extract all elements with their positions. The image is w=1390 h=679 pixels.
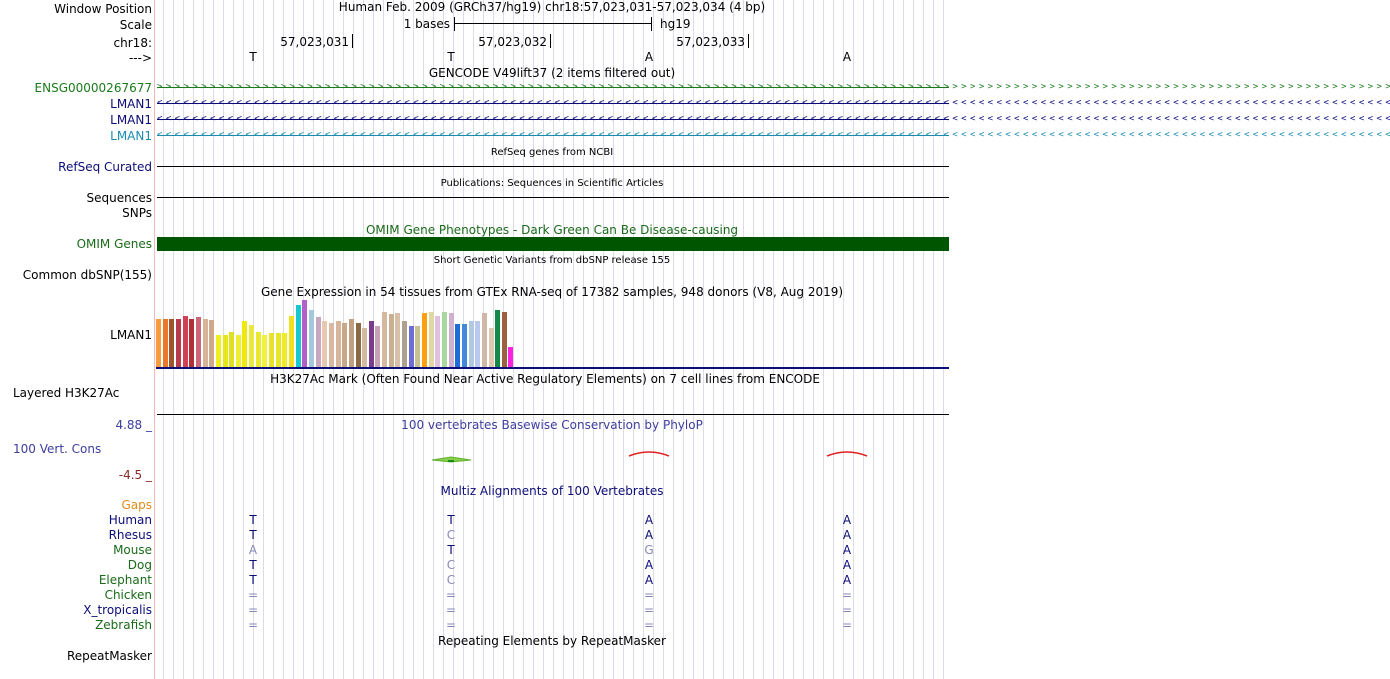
gtex-tissue-bar[interactable] — [336, 321, 341, 367]
gtex-track-baseline — [156, 367, 949, 369]
species-label[interactable]: Dog — [127, 558, 152, 572]
gtex-tissue-bar[interactable] — [389, 314, 394, 367]
gtex-tissue-bar[interactable] — [176, 319, 181, 367]
species-label[interactable]: Chicken — [104, 588, 152, 602]
species-base: T — [249, 513, 257, 527]
gtex-tissue-bar[interactable] — [349, 319, 354, 367]
species-base: G — [644, 543, 654, 557]
phylop-min-label: -4.5 _ — [118, 468, 152, 482]
phylop-max-label: 4.88 _ — [115, 418, 152, 432]
species-base: A — [644, 513, 654, 527]
gtex-tissue-bar[interactable] — [462, 324, 467, 367]
scale-bar-left-tick — [454, 17, 455, 31]
omim-track-label[interactable]: OMIM Genes — [76, 237, 152, 251]
gencode-item-label[interactable]: ENSG00000267677 — [34, 81, 152, 95]
gtex-tissue-bar[interactable] — [409, 326, 414, 367]
gtex-tissue-bar[interactable] — [415, 326, 420, 367]
window-position-label: Window Position — [54, 2, 152, 16]
gtex-tissue-bar[interactable] — [203, 319, 208, 367]
gtex-tissue-bar[interactable] — [342, 323, 347, 367]
scale-bar-right-tick — [651, 17, 652, 31]
reference-base: T — [447, 50, 455, 64]
h3k27ac-track-title[interactable]: H3K27Ac Mark (Often Found Near Active Regulatory Elements) on 7 cell lines from ENCODE — [270, 372, 820, 386]
gtex-tissue-bar[interactable] — [242, 321, 247, 367]
ruler-tick — [748, 34, 749, 48]
gtex-tissue-bar[interactable] — [223, 335, 228, 367]
gtex-tissue-bar[interactable] — [402, 321, 407, 367]
dbsnp-track-title[interactable]: Short Genetic Variants from dbSNP release 155 — [433, 255, 671, 266]
ruler-tick — [550, 34, 551, 48]
gtex-tissue-bar[interactable] — [442, 312, 447, 367]
species-base: C — [446, 558, 456, 572]
multiz-track-title[interactable]: Multiz Alignments of 100 Vertebrates — [440, 484, 664, 498]
gtex-tissue-bar[interactable] — [489, 328, 494, 367]
species-base: = — [643, 603, 655, 617]
gencode-item-label[interactable]: LMAN1 — [110, 129, 152, 143]
gtex-tissue-bar[interactable] — [269, 333, 274, 367]
scale-bar — [454, 23, 652, 24]
gaps-track-label[interactable]: Gaps — [121, 498, 152, 512]
gtex-tissue-bar[interactable] — [322, 321, 327, 367]
species-base: A — [644, 558, 654, 572]
gtex-tissue-bar[interactable] — [189, 319, 194, 367]
gtex-tissue-bar[interactable] — [196, 317, 201, 367]
species-base: = — [643, 588, 655, 602]
gtex-tissue-bar[interactable] — [508, 347, 513, 367]
ruler-position-label: 57,023,031 — [280, 35, 349, 49]
h3k27ac-track-label[interactable]: Layered H3K27Ac — [13, 386, 120, 400]
strand-label: ---> — [128, 51, 152, 65]
species-base: A — [248, 543, 258, 557]
strand-arrows: > > > > > > > > > > > > > > > > > > > > > > > > > > > > > > > > > > > > > > > > > > > > > > > > > > > > > > > > > > > > > > > > > > > > > > > > > > > > > > > > > > > > > > > > > > > > > > > > > > > > > > > > > > > > > > > > > > > > > > > > > > > > > > > > > > > > > > > > > > > > — [157, 82, 1390, 92]
species-label[interactable]: Elephant — [98, 573, 152, 587]
gtex-tissue-bar[interactable] — [296, 305, 301, 367]
gencode-item-label[interactable]: LMAN1 — [110, 113, 152, 127]
gtex-tissue-bar[interactable] — [449, 313, 454, 367]
gtex-tissue-bar[interactable] — [502, 312, 507, 367]
gtex-tissue-bar[interactable] — [262, 335, 267, 367]
species-base: A — [842, 558, 852, 572]
species-base: T — [249, 573, 257, 587]
gtex-tissue-bar[interactable] — [183, 316, 188, 367]
gtex-tissue-bar[interactable] — [249, 325, 254, 367]
species-base: A — [842, 513, 852, 527]
gtex-track-title[interactable]: Gene Expression in 54 tissues from GTEx RNA-seq of 17382 samples, 948 donors (V8, Aug 2019) — [260, 285, 844, 299]
gtex-tissue-bar[interactable] — [229, 332, 234, 367]
reference-base: A — [842, 50, 852, 64]
species-base: T — [249, 558, 257, 572]
species-base: A — [842, 543, 852, 557]
scale-label: Scale — [119, 18, 152, 32]
gtex-tissue-bar[interactable] — [302, 300, 307, 367]
strand-arrows: < < < < < < < < < < < < < < < < < < < < < < < < < < < < < < < < < < < < < < < < < < < < < < < < < < < < < < < < < < < < < < < < < < < < < < < < < < < < < < < < < < < < < < < < < < < < < < < < < < < < < < < < < < < < < < < < < < < < < < < < < < < < < < < < < < < < < < < < < < < < — [157, 98, 1390, 108]
gtex-tissue-bar[interactable] — [495, 310, 500, 367]
scale-db-label: hg19 — [660, 17, 691, 31]
chromosome-label: chr18: — [113, 36, 152, 50]
gtex-tissue-bar[interactable] — [216, 335, 221, 367]
gtex-tissue-bar[interactable] — [256, 332, 261, 367]
ruler-position-label: 57,023,032 — [478, 35, 547, 49]
h3k27ac-track-line — [157, 414, 949, 415]
species-label[interactable]: X_tropicalis — [83, 603, 152, 617]
species-base: = — [841, 618, 853, 632]
phylop-track-label[interactable]: 100 Vert. Cons — [13, 442, 102, 456]
gtex-track-label[interactable]: LMAN1 — [110, 328, 152, 342]
label-column-divider — [154, 0, 155, 679]
gtex-tissue-bar[interactable] — [169, 319, 174, 367]
species-base: A — [644, 573, 654, 587]
species-base: = — [445, 603, 457, 617]
gtex-tissue-bar[interactable] — [163, 319, 168, 367]
species-label[interactable]: Human — [108, 513, 152, 527]
gtex-tissue-bar[interactable] — [475, 321, 480, 367]
snps-track-label[interactable]: SNPs — [122, 206, 152, 220]
gtex-tissue-bar[interactable] — [482, 313, 487, 367]
gtex-tissue-bar[interactable] — [356, 323, 361, 367]
species-base: C — [446, 528, 456, 542]
refseq-track-label[interactable]: RefSeq Curated — [58, 160, 152, 174]
species-base: = — [247, 603, 259, 617]
gtex-tissue-bar[interactable] — [209, 320, 214, 367]
species-base: T — [447, 543, 455, 557]
species-base: = — [445, 618, 457, 632]
repeatmasker-track-label[interactable]: RepeatMasker — [66, 649, 152, 663]
species-base: = — [643, 618, 655, 632]
gtex-tissue-bar[interactable] — [236, 335, 241, 367]
species-base: C — [446, 573, 456, 587]
species-label[interactable]: Rhesus — [108, 528, 152, 542]
gtex-tissue-bar[interactable] — [429, 312, 434, 367]
gtex-tissue-bar[interactable] — [289, 316, 294, 367]
gtex-tissue-bar[interactable] — [375, 326, 380, 367]
species-label[interactable]: Mouse — [113, 543, 152, 557]
publications-track-title[interactable]: Publications: Sequences in Scientific Articles — [440, 178, 664, 189]
gtex-tissue-bar[interactable] — [156, 319, 161, 367]
species-base: A — [842, 573, 852, 587]
gtex-tissue-bar[interactable] — [362, 328, 367, 367]
species-base: = — [841, 588, 853, 602]
scale-text: 1 bases — [403, 17, 450, 31]
species-base: A — [644, 528, 654, 542]
window-position-text: Human Feb. 2009 (GRCh37/hg19) chr18:57,023,031-57,023,034 (4 bp) — [338, 0, 766, 14]
refseq-track-line — [157, 166, 949, 167]
species-base: = — [247, 588, 259, 602]
gencode-item-label[interactable]: LMAN1 — [110, 97, 152, 111]
ruler-position-label: 57,023,033 — [676, 35, 745, 49]
strand-arrows: < < < < < < < < < < < < < < < < < < < < < < < < < < < < < < < < < < < < < < < < < < < < < < < < < < < < < < < < < < < < < < < < < < < < < < < < < < < < < < < < < < < < < < < < < < < < < < < < < < < < < < < < < < < < < < < < < < < < < < < < < < < < < < < < < < < < < < < < < < < < — [157, 130, 1390, 140]
reference-base: T — [249, 50, 257, 64]
gtex-tissue-bar[interactable] — [469, 321, 474, 367]
refseq-track-title[interactable]: RefSeq genes from NCBI — [490, 147, 614, 158]
phylop-track-title[interactable]: 100 vertebrates Basewise Conservation by PhyloP — [401, 418, 703, 432]
omim-track-title[interactable]: OMIM Gene Phenotypes - Dark Green Can Be Disease-causing — [365, 223, 739, 237]
species-base: T — [447, 513, 455, 527]
sequences-track-line — [157, 197, 949, 198]
phylop-peak-green — [432, 457, 471, 462]
reference-base: A — [644, 50, 654, 64]
gtex-tissue-bar[interactable] — [395, 313, 400, 367]
gtex-tissue-bar[interactable] — [422, 313, 427, 367]
gtex-tissue-bar[interactable] — [329, 323, 334, 367]
gtex-tissue-bar[interactable] — [276, 333, 281, 367]
strand-arrows: < < < < < < < < < < < < < < < < < < < < < < < < < < < < < < < < < < < < < < < < < < < < < < < < < < < < < < < < < < < < < < < < < < < < < < < < < < < < < < < < < < < < < < < < < < < < < < < < < < < < < < < < < < < < < < < < < < < < < < < < < < < < < < < < < < < < < < < < < < < < — [157, 114, 1390, 124]
dbsnp-track-label[interactable]: Common dbSNP(155) — [22, 268, 152, 282]
species-base: T — [249, 528, 257, 542]
gtex-tissue-bar[interactable] — [282, 333, 287, 367]
repeatmasker-track-title[interactable]: Repeating Elements by RepeatMasker — [438, 634, 666, 648]
gtex-tissue-bar[interactable] — [382, 312, 387, 367]
species-base: = — [247, 618, 259, 632]
gtex-tissue-bar[interactable] — [369, 321, 374, 367]
gtex-tissue-bar[interactable] — [309, 310, 314, 367]
species-base: A — [842, 528, 852, 542]
gencode-track-title[interactable]: GENCODE V49lift37 (2 items filtered out) — [428, 66, 676, 80]
species-label[interactable]: Zebrafish — [95, 618, 152, 632]
species-base: = — [445, 588, 457, 602]
gtex-tissue-bar[interactable] — [435, 316, 440, 367]
ruler-tick — [352, 34, 353, 48]
sequences-track-label[interactable]: Sequences — [86, 191, 152, 205]
gtex-tissue-bar[interactable] — [316, 317, 321, 367]
omim-gene-bar[interactable] — [157, 237, 949, 251]
gtex-tissue-bar[interactable] — [455, 324, 460, 367]
species-base: = — [841, 603, 853, 617]
